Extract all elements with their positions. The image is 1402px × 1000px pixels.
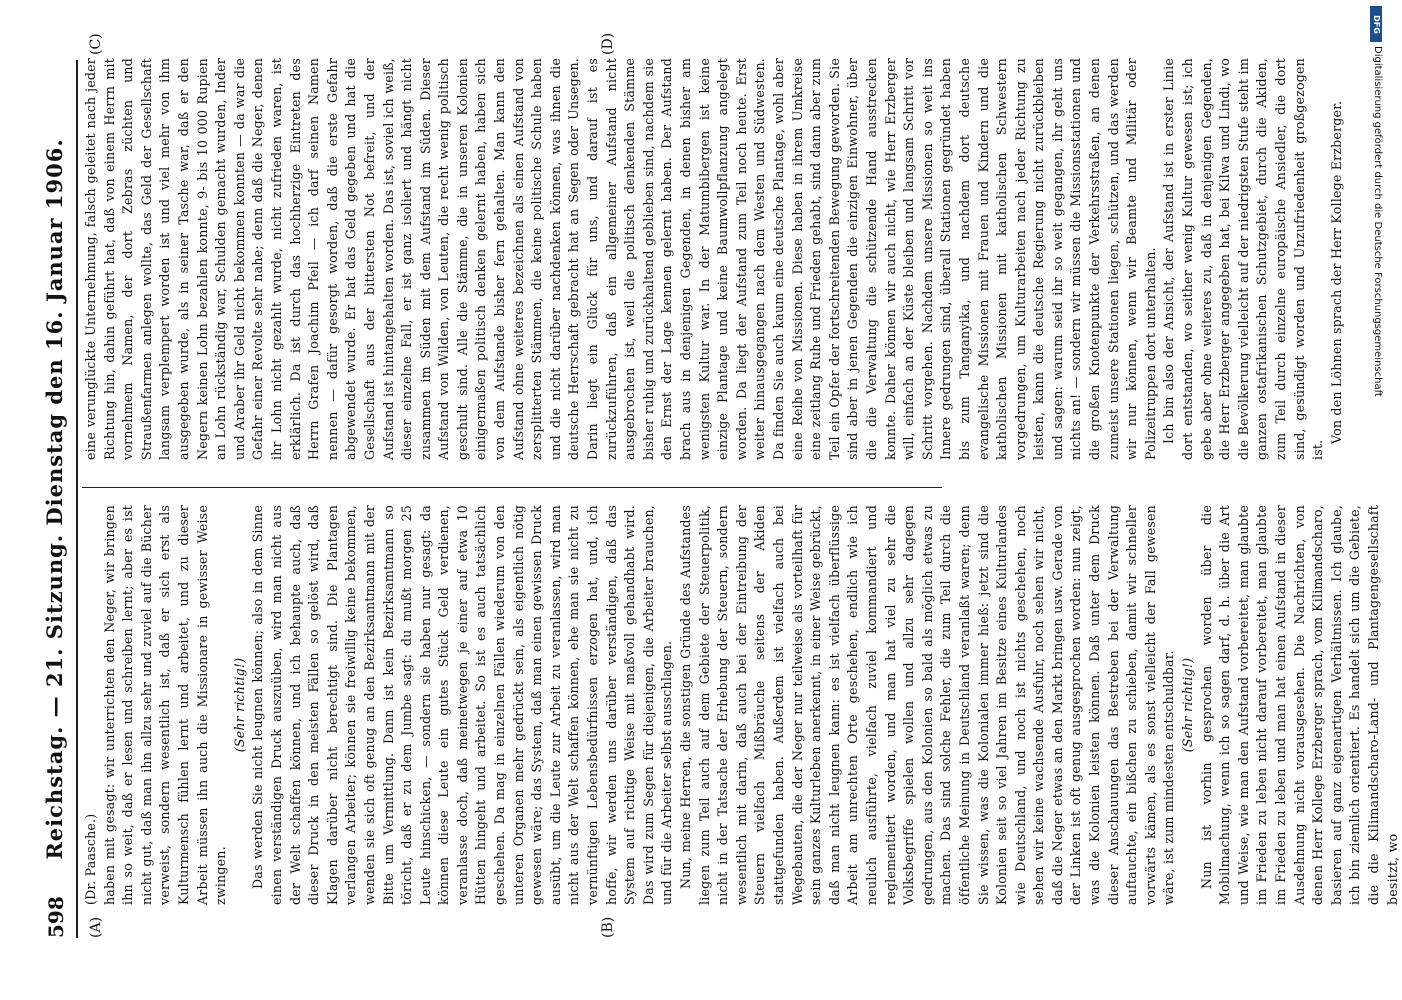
paragraph: Von den Löhnen sprach der Herr Kollege Erzberger. xyxy=(1328,100,1344,444)
margin-label-c: (C) xyxy=(88,33,104,55)
left-column xyxy=(82,505,1400,905)
paragraph: haben mit gesagt: wir unterrichten den Neger, wir bringen ihn so weit, daß er lesen und schreiben lernt; aber es ist nicht gut, daß man ihn allzu sehr und zuviel auf die Bücher verweist, sondern wesentlich ist, daß er sich erst als Kulturmensch fühlen lernt und arbeitet, und zu dieser Arbeit müssen ihn auch die Missionare in gewisser Weise zwingen. xyxy=(101,505,229,905)
paragraph: eine verunglückte Unternehmung, falsch geleitet nach jeder Richtung hin, dahin geführt hat, daß von einem Herrn mit vornehmem Namen, der dort Zebras züchten und Straußenfarmen anlegen wollte, das Geld der Gesellschaft langsam verplempert worden ist und viel mehr von ihm ausgegeben wurde, als in seiner Tasche war, daß er den Negern keinen Lohn bezahlen konnte, 9- bis 10 000 Rupien an Lohn rückständig war, Schulden gemacht wurden, Inder und Araber ihr Geld nicht bekommen konnten — da war die Gefahr einer Revolte sehr nahe; denn daß die Neger, denen ihr Lohn nicht gezahlt wurde, nicht zufrieden waren, ist erklärlich. Da ist durch das hochherzige Eintreten des Herrn Grafen Joachim Pfeil — ich darf seinen Namen nennen — dafür gesorgt worden, daß die erste Gefahr abgewendet wurde. Er hat das Geld gegeben und hat die Gesellschaft aus der bittersten Not befreit, und der Aufstand ist hintangehalten worden. Das ist, soviel ich weiß, dieser einzelne Fall, er ist ganz isoliert und hängt nicht zusammen im Süden mit dem Aufstand im Süden. Dieser Aufstand von Wilden, von Leuten, die recht wenig politisch geschult sind. Alle die Stämme, die in unseren Kolonien einigermaßen politisch denken gelernt haben, haben sich von dem Aufstande bisher fern gehalten. Man kann den Aufstand ohne weiteres bezeichnen als einen Aufstand von zersplitterten Stämmen, die keine politische Schule haben und die nicht darüber nachdenken können, was ihnen die deutsche Herrschaft gebracht hat an Segen oder Unsegen. Darin liegt ein Glück für uns, und darauf ist es zurückzuführen, daß ein allgemeiner Aufstand nicht ausgebrochen ist, weil die politisch denkenden Stämme bisher ruhig und zurückhaltend geblieben sind, nachdem sie den Ernst der Lage kennen gelernt haben. Der Aufstand brach aus in denjenigen Gegenden, in denen bisher am wenigsten Kultur war. In der Matumbibergen ist keine einzige Plantage und keine Baumwollpflanzung angelegt worden. Da liegt der Aufstand zum Teil noch heute. Erst weiter hinausgegangen nach dem Westen und Südwesten. Da finden Sie auch kaum eine deutsche Plantage, wohl aber eine Reihe von Missionen. Diese haben in ihrem Umkreise eine zeitlang Ruhe und Frieden gehabt, sind dann aber zum Teil ein Opfer der fortschreitenden Bewegung geworden. Sie sind aber in jenen Gegenden die einzigen Einwohner, über die die Verwaltung die schützende Hand ausstrecken konnte. Daher können wir auch nicht, wie Herr Erzberger will, einfach an der Küste bleiben und langsam Schritt vor Schritt vorgehen. Nachdem unsere Missionen so weit ins Innere gedrungen sind, überall Stationen gegründet haben bis zum Tanganyika, und nachdem dort deutsche evangelische Missionen mit Frauen und Kindern und die katholischen Missionen mit katholischen Schwestern vorgedrungen, um Kulturarbeiten nach jeder Richtung zu leisten, kann die deutsche Regierung nicht zurückbleiben und sagen: warum seid ihr so weit gegangen, ihr geht uns nichts an! — sondern wir müssen die Missionsstationen und die großen Knotenpunkte der Verkehrsstraßen, an denen zumeist unsere Stationen liegen, schützen, und das werden wir nur können, wenn wir Beamte und Militär oder Polizeitruppen dort unterhalten. xyxy=(83,58,1158,460)
paragraph: Nun ist vorhin gesprochen worden über die Mobilmachung, wenn ich so sagen darf, d. h. über die Art und Weise, wie man den Aufstand vorbereitet, man glaubte im Frieden zu leben nicht darauf vorbereitet, man glaubte im Frieden zu leben und man hat einen Aufstand in dieser Ausdehnung nicht vorausgesehen. Die Nachrichten, von denen Herr Kollege Erzberger sprach, vom Kilimandscharo, basieren auf ganz eigenartigen Verhältnissen. Ich glaube, ich bin ziemlich orientiert. Es handelt sich um die Gebiete, die die Kilimandscharo-Land- und Plantagengesellschaft besitzt, wo xyxy=(1198,505,1400,905)
interjection: (Sehr richtig!) xyxy=(1180,657,1196,753)
paragraph: Das werden Sie nicht leugnen können; also in dem Sinne einen verständigen Druck auszuüben, wird man nicht aus der Welt schaffen können, und ich behaupte auch, daß dieser Druck in den meisten Fällen so gelöst wird, daß Klagen darüber nicht berechtigt sind. Die Plantagen verlangen Arbeiter; können sie freiwillig keine bekommen, wenden sie sich oft genug an den Bezirksamtmann mit der Bitte um Vermittlung. Dann ist kein Bezirksamtmann so töricht, daß er zu dem Jumbe sagt: du mußt morgen 25 Leute hinschicken, — sondern sie haben nur gesagt: da können diese Leute ein gutes Stück Geld verdienen, veranlasse doch, daß meinetwegen je einer auf etwa 10 Hütten hingeht und arbeitet. So ist es auch tatsächlich geschehen. Da mag in einzelnen Fällen wiederum von den unteren Organen mehr gedrückt sein, als eigentlich nötig gewesen wäre; das System, daß man einen gewissen Druck ausübt, um die Leute zur Arbeit zu veranlassen, wird man nicht aus der Welt schaffen können, ehe man sie nicht zu vernünftigen Lebensbedürfnissen erzogen hat, und, ich hoffe, wir werden uns darüber verständigen, daß das System auf richtige Weise mit maßvoll gehandhabt wird. Das wird zum Segen für diejenigen, die Arbeiter brauchen, und für die Arbeiter selbst ausschlagen. xyxy=(250,505,675,905)
column-divider xyxy=(82,487,942,488)
margin-label-a: (A) xyxy=(88,916,104,938)
dfg-logo xyxy=(1370,6,1382,42)
paragraph: Nun, meine Herren, die sonstigen Gründe des Aufstandes liegen zum Teil auch auf dem Gebiete der Steuerpolitik, nicht in der Tatsache der Erhebung der Steuern, sondern wesentlich mit darin, daß auch bei der Eintreibung der Steuern vielfach Mißbräuche seitens der Akiden stattgefunden haben. Außerdem ist vielfach auch bei Wegebauten, die der Neger nur teilweise als vorteilhaft für sein ganzes Kulturleben anerkennt, in einer Weise gebrückt, daß man nicht leugnen kann: es ist vielfach überflüssige Arbeit am unrechten Orte geschehen, endlich wie ich neulich ausführte, vielfach zuviel kommandiert und reglementiert worden, und man hat viel zu sehr die Volksbegriffe spielen wollen und allzu sehr dagegen gedrungen, aus den Kolonien so bald als möglich etwas zu machen. Das sind solche Fehler, die zum Teil durch die öffentliche Meinung in Deutschland veranlaßt waren; denn Sie wissen, was die Kolonialen immer hieß: jetzt sind die Kolonien seit so viel Jahren im Besitze eines Kulturlandes wie Deutschland, und noch ist nichts geschehen, noch sehen wir keine wachsende Ausfuhr, noch sehen wir nicht, daß die Neger etwas an den Markt bringen usw. Gerade von der Linken ist oft genug ausgesprochen worden: nun zeigt, was die Kolonien leisten können. Daß unter dem Druck dieser Anschauungen das Bestreben bei der Verwaltung auftauchte, ein bißchen zu schieben, damit wir schneller vorwärts kämen, als es sonst vielleicht der Fall gewesen wäre, ist zum mindesten entschuldbar. xyxy=(678,505,1177,905)
dfg-logo-text: DFG xyxy=(1371,14,1381,34)
right-column xyxy=(82,58,1344,460)
page-title: Reichstag. — 21. Sitzung. Dienstag den 16. Januar 1906. xyxy=(42,138,67,860)
paragraph: Ich bin also der Ansicht, der Aufstand ist in erster Linie dort entstanden, wo seither wenig Kultur gewesen ist; ich gebe aber ohne weiteres zu, daß in denjenigen Gegenden, die Herr Erzberger angegeben hat, bei Kilwa und Lindi, wo die Bevölkerung vielleicht auf der niedrigsten Stufe steht im ganzen ostafrikanischen Schutzgebiet, durch die Akiden, zum Teil durch einzelne europäische Ansiedler, die dort sind, gesündigt worden und Unzufriedenheit großgezogen ist. xyxy=(1161,58,1326,460)
page-number: 598 xyxy=(44,896,68,938)
digitization-notice: Digitalisierung gefördert durch die Deutsche Forschungsgemeinschaft xyxy=(1372,46,1383,397)
page-header xyxy=(40,60,70,938)
header-rule xyxy=(76,60,78,938)
margin-label-b: (B) xyxy=(600,916,616,938)
margin-label-d: (D) xyxy=(600,32,616,55)
interjection: (Sehr richtig!) xyxy=(231,657,247,753)
speaker-name: (Dr. Paasche.) xyxy=(83,813,98,905)
